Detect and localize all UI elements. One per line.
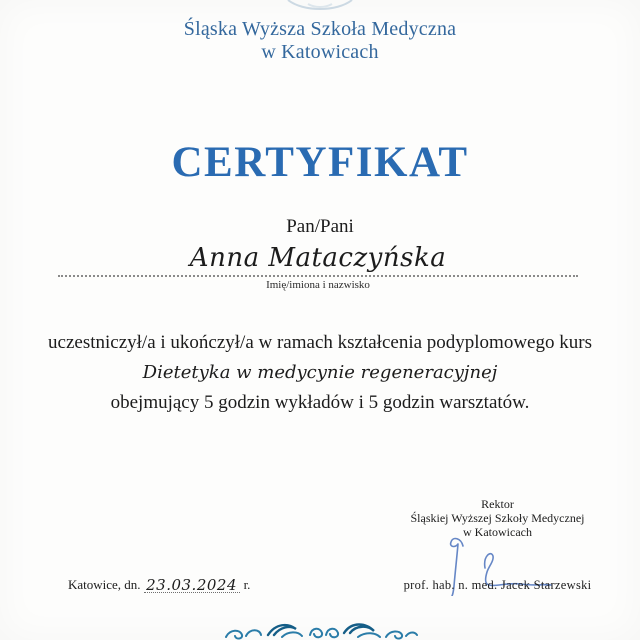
name-dotted-line (58, 243, 578, 277)
institution-name (0, 18, 640, 64)
certificate-title: CERTYFIKAT (171, 139, 469, 186)
date-place-label: Katowice, dn. (68, 577, 141, 592)
institution-line2: w Katowicach (261, 41, 379, 63)
salutation: Pan/Pani (286, 216, 354, 237)
body-line1: uczestniczył/a i ukończył/a w ramach kształcenia podyplomowego kurs (48, 332, 592, 353)
date-dotted-line (144, 574, 240, 593)
signatory-role2: Śląskiej Wyższej Szkoły Medycznej (410, 511, 585, 525)
name-caption: Imię/imiona i nazwisko (266, 279, 370, 291)
institution-line1: Śląska Wyższa Szkoła Medyczna (183, 18, 457, 40)
body-line2: obejmujący 5 godzin wykładów i 5 godzin warsztatów. (110, 392, 530, 413)
date-suffix: r. (243, 577, 251, 592)
signatory-role3: w Katowicach (463, 525, 532, 539)
recipient-name: Anna Mataczyńska (189, 243, 447, 273)
recipient-block (58, 243, 578, 291)
date-row (68, 574, 298, 593)
course-title: Dietetyka w medycynie regeneracyjnej (142, 362, 498, 383)
top-ornament-icon (283, 0, 357, 12)
signatory-role-block (385, 497, 610, 539)
signatory-name: prof. hab. n. med. Jacek Starzewski (403, 578, 592, 592)
signatory-role1: Rektor (481, 497, 514, 511)
bottom-ornament-icon (222, 621, 418, 640)
date-value: 23.03.2024 (146, 576, 237, 594)
